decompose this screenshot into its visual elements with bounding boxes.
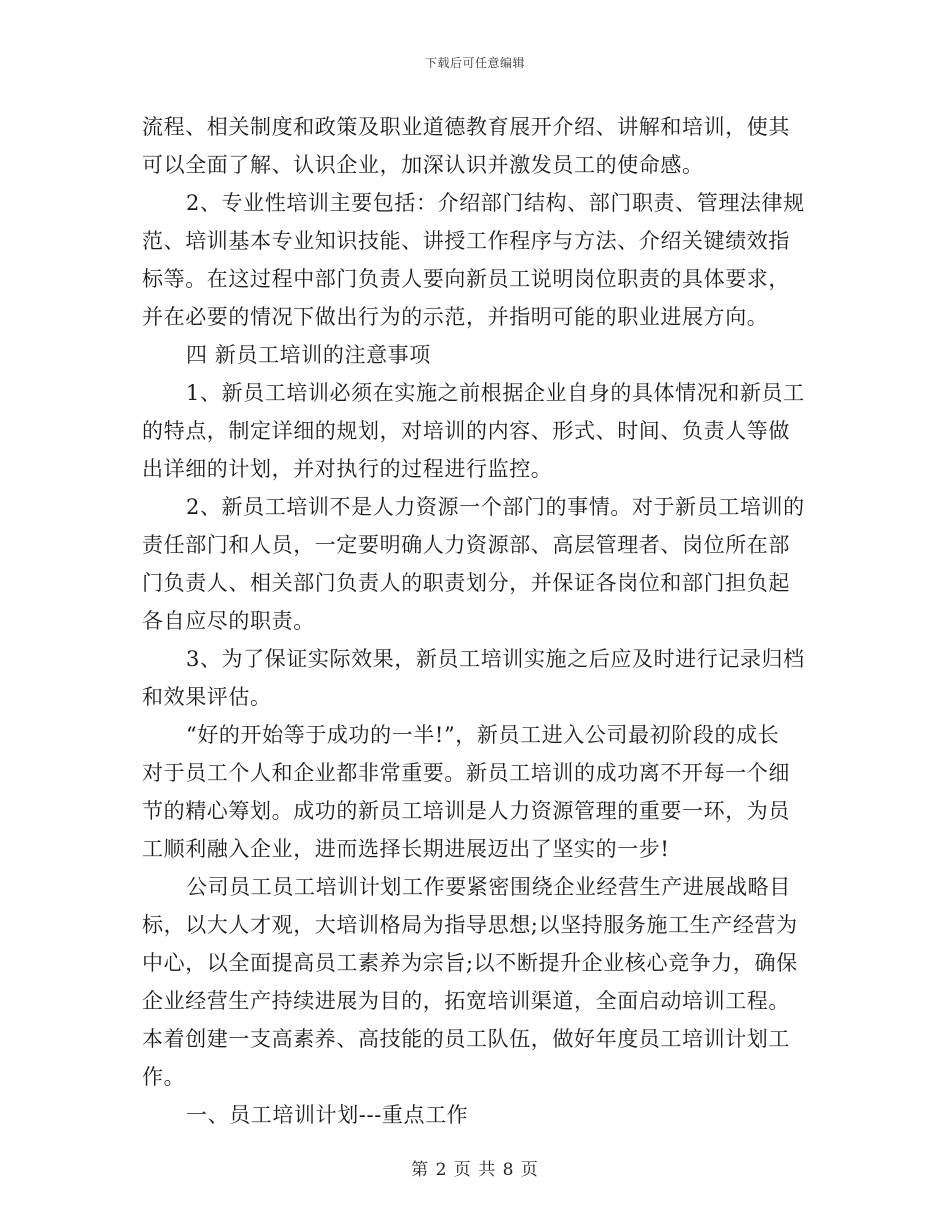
text-line: 标等。在这过程中部门负责人要向新员工说明岗位职责的具体要求，: [142, 267, 790, 291]
text-line: 1、新员工培训必须在实施之前根据企业自身的具体情况和新员工: [186, 381, 805, 405]
text-line: 出详细的计划，并对执行的过程进行监控。: [142, 457, 553, 481]
text-line: 范、培训基本专业知识技能、讲授工作程序与方法、介绍关键绩效指: [142, 229, 790, 253]
text-line: 工顺利融入企业，进而选择长期进展迈出了坚实的一步!: [142, 837, 670, 861]
text-line: 3、为了保证实际效果，新员工培训实施之后应及时进行记录归档: [186, 647, 805, 671]
text-line: 责任部门和人员，一定要明确人力资源部、高层管理者、岗位所在部: [142, 533, 790, 557]
text-line: 2、新员工培训不是人力资源一个部门的事情。对于新员工培训的: [186, 495, 805, 519]
section-heading: 四 新员工培训的注意事项: [186, 343, 431, 367]
text-line: 2、专业性培训主要包括：介绍部门结构、部门职责、管理法律规: [186, 191, 805, 215]
document-body: [142, 108, 814, 1134]
text-line: 本着创建一支高素养、高技能的员工队伍，做好年度员工培训计划工: [142, 1027, 790, 1051]
text-line: 可以全面了解、认识企业，加深认识并激发员工的使命感。: [142, 153, 704, 177]
page-header: 下载后可任意编辑: [424, 56, 525, 70]
page-number-footer: 第 2 页 共 8 页: [411, 1160, 539, 1180]
text-line: 各自应尽的职责。: [142, 609, 315, 633]
text-line: 流程、相关制度和政策及职业道德教育展开介绍、讲解和培训，使其: [142, 115, 790, 139]
text-line: 门负责人、相关部门负责人的职责划分，并保证各岗位和部门担负起: [142, 571, 790, 595]
text-line: 节的精心筹划。成功的新员工培训是人力资源管理的重要一环，为员: [142, 799, 790, 823]
text-line: 对于员工个人和企业都非常重要。新员工培训的成功离不开每一个细: [142, 761, 790, 785]
text-line: 并在必要的情况下做出行为的示范，并指明可能的职业进展方向。: [142, 305, 769, 329]
text-line: 的特点，制定详细的规划，对培训的内容、形式、时间、负责人等做: [142, 419, 790, 443]
text-line: 企业经营生产持续进展为目的，拓宽培训渠道，全面启动培训工程。: [142, 989, 790, 1013]
text-line: 公司员工员工培训计划工作要紧密围绕企业经营生产进展战略目: [186, 875, 791, 899]
text-line: 标，以大人才观，大培训格局为指导思想;以坚持服务施工生产经营为: [142, 913, 798, 937]
text-line: 中心，以全面提高员工素养为宗旨;以不断提升企业核心竞争力，确保: [142, 951, 798, 975]
text-line: 和效果评估。: [142, 685, 272, 709]
text-line: “好的开始等于成功的一半!”，新员工进入公司最初阶段的成长: [186, 723, 780, 747]
text-line: 作。: [142, 1065, 186, 1089]
section-heading: 一、员工培训计划---重点工作: [186, 1103, 469, 1127]
